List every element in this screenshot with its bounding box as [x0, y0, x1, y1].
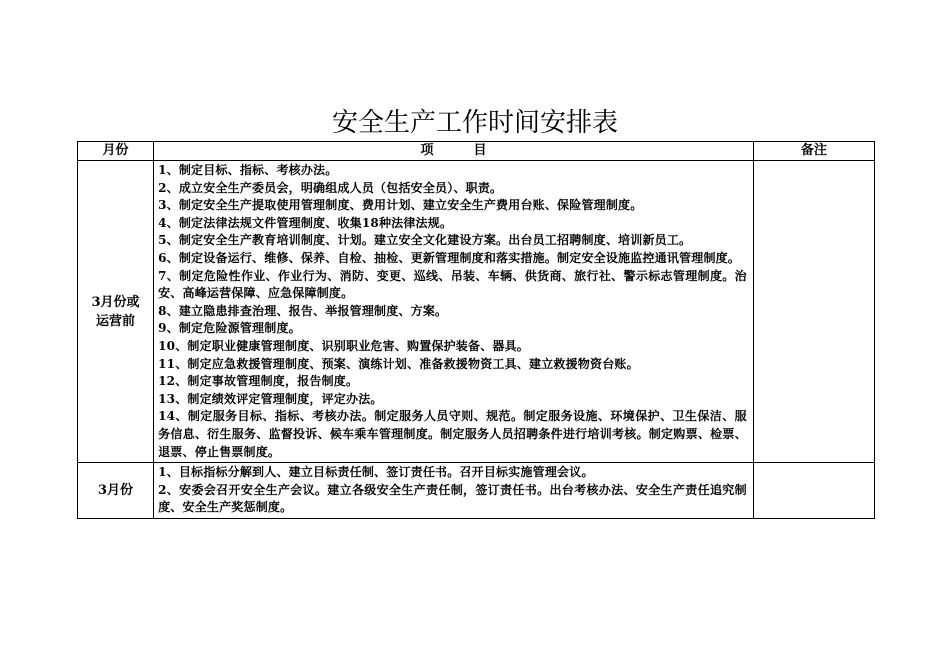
header-note: 备注 — [753, 142, 874, 161]
month-label: 3月份或 — [91, 294, 140, 310]
schedule-table — [77, 141, 875, 519]
list-item: 10、制定职业健康管理制度、识别职业危害、购置保护装备、器具。 — [158, 338, 529, 353]
list-item: 9、制定危险源管理制度。 — [158, 321, 301, 336]
list-item: 3、制定安全生产提取使用管理制度、费用计划、建立安全生产费用台账、保险管理制度。 — [158, 198, 643, 213]
list-item: 1、制定目标、指标、考核办法。 — [158, 163, 338, 177]
list-item: 14、制定服务目标、指标、考核办法。制定服务人员守则、规范。制定服务设施、环境保护、卫生保洁、服务信息、衍生服务、监督投诉、候车乘车管理制度。制定服务人员招聘条件进行培训考核。制定购票、检票、退票、停止售票制度。 — [158, 409, 747, 459]
list-item: 1、目标指标分解到人、建立目标责任制、签订责任书。召开目标实施管理会议。 — [158, 465, 594, 480]
list-item: 13、制定绩效评定管理制度，评定办法。 — [158, 391, 383, 406]
header-items: 项目 — [154, 142, 754, 161]
month-cell — [78, 463, 154, 519]
header-month: 月份 — [78, 142, 154, 161]
table-row — [78, 161, 875, 463]
list-item: 8、建立隐患排查治理、报告、举报管理制度、方案。 — [158, 303, 448, 318]
list-item: 7、制定危险性作业、作业行为、消防、变更、巡线、吊装、车辆、供货商、旅行社、警示标志管理制度。治安、高峰运营保障、应急保障制度。 — [158, 268, 747, 301]
note-cell — [753, 161, 874, 463]
list-item: 6、制定设备运行、维修、保养、自检、抽检、更新管理制度和落实措施。制定安全设施监控通讯管理制度。 — [158, 250, 741, 265]
note-cell — [753, 463, 874, 519]
list-item: 2、成立安全生产委员会，明确组成人员（包括安全员）、职责。 — [158, 180, 503, 195]
page-title: 安全生产工作时间安排表 — [331, 108, 618, 138]
list-item: 4、制定法律法规文件管理制度、收集18种法律法规。 — [158, 215, 453, 230]
list-item: 5、制定安全生产教育培训制度、计划。建立安全文化建设方案。出台员工招聘制度、培训新员工。 — [158, 233, 692, 248]
table-body — [78, 161, 875, 519]
list-item: 12、制定事故管理制度，报告制度。 — [158, 374, 359, 389]
month-cell — [78, 161, 154, 463]
month-label: 运营前 — [96, 313, 136, 329]
items-cell — [154, 463, 754, 519]
list-item: 11、制定应急救援管理制度、预案、演练计划、准备救援物资工具、建立救援物资台账。 — [158, 356, 639, 371]
items-cell — [154, 161, 754, 463]
header-row — [78, 142, 875, 161]
table-row — [78, 463, 875, 519]
list-item: 2、安委会召开安全生产会议。建立各级安全生产责任制，签订责任书。出台考核办法、安全生产责任追究制度、安全生产奖惩制度。 — [158, 482, 747, 515]
month-label: 3月份 — [98, 482, 134, 498]
